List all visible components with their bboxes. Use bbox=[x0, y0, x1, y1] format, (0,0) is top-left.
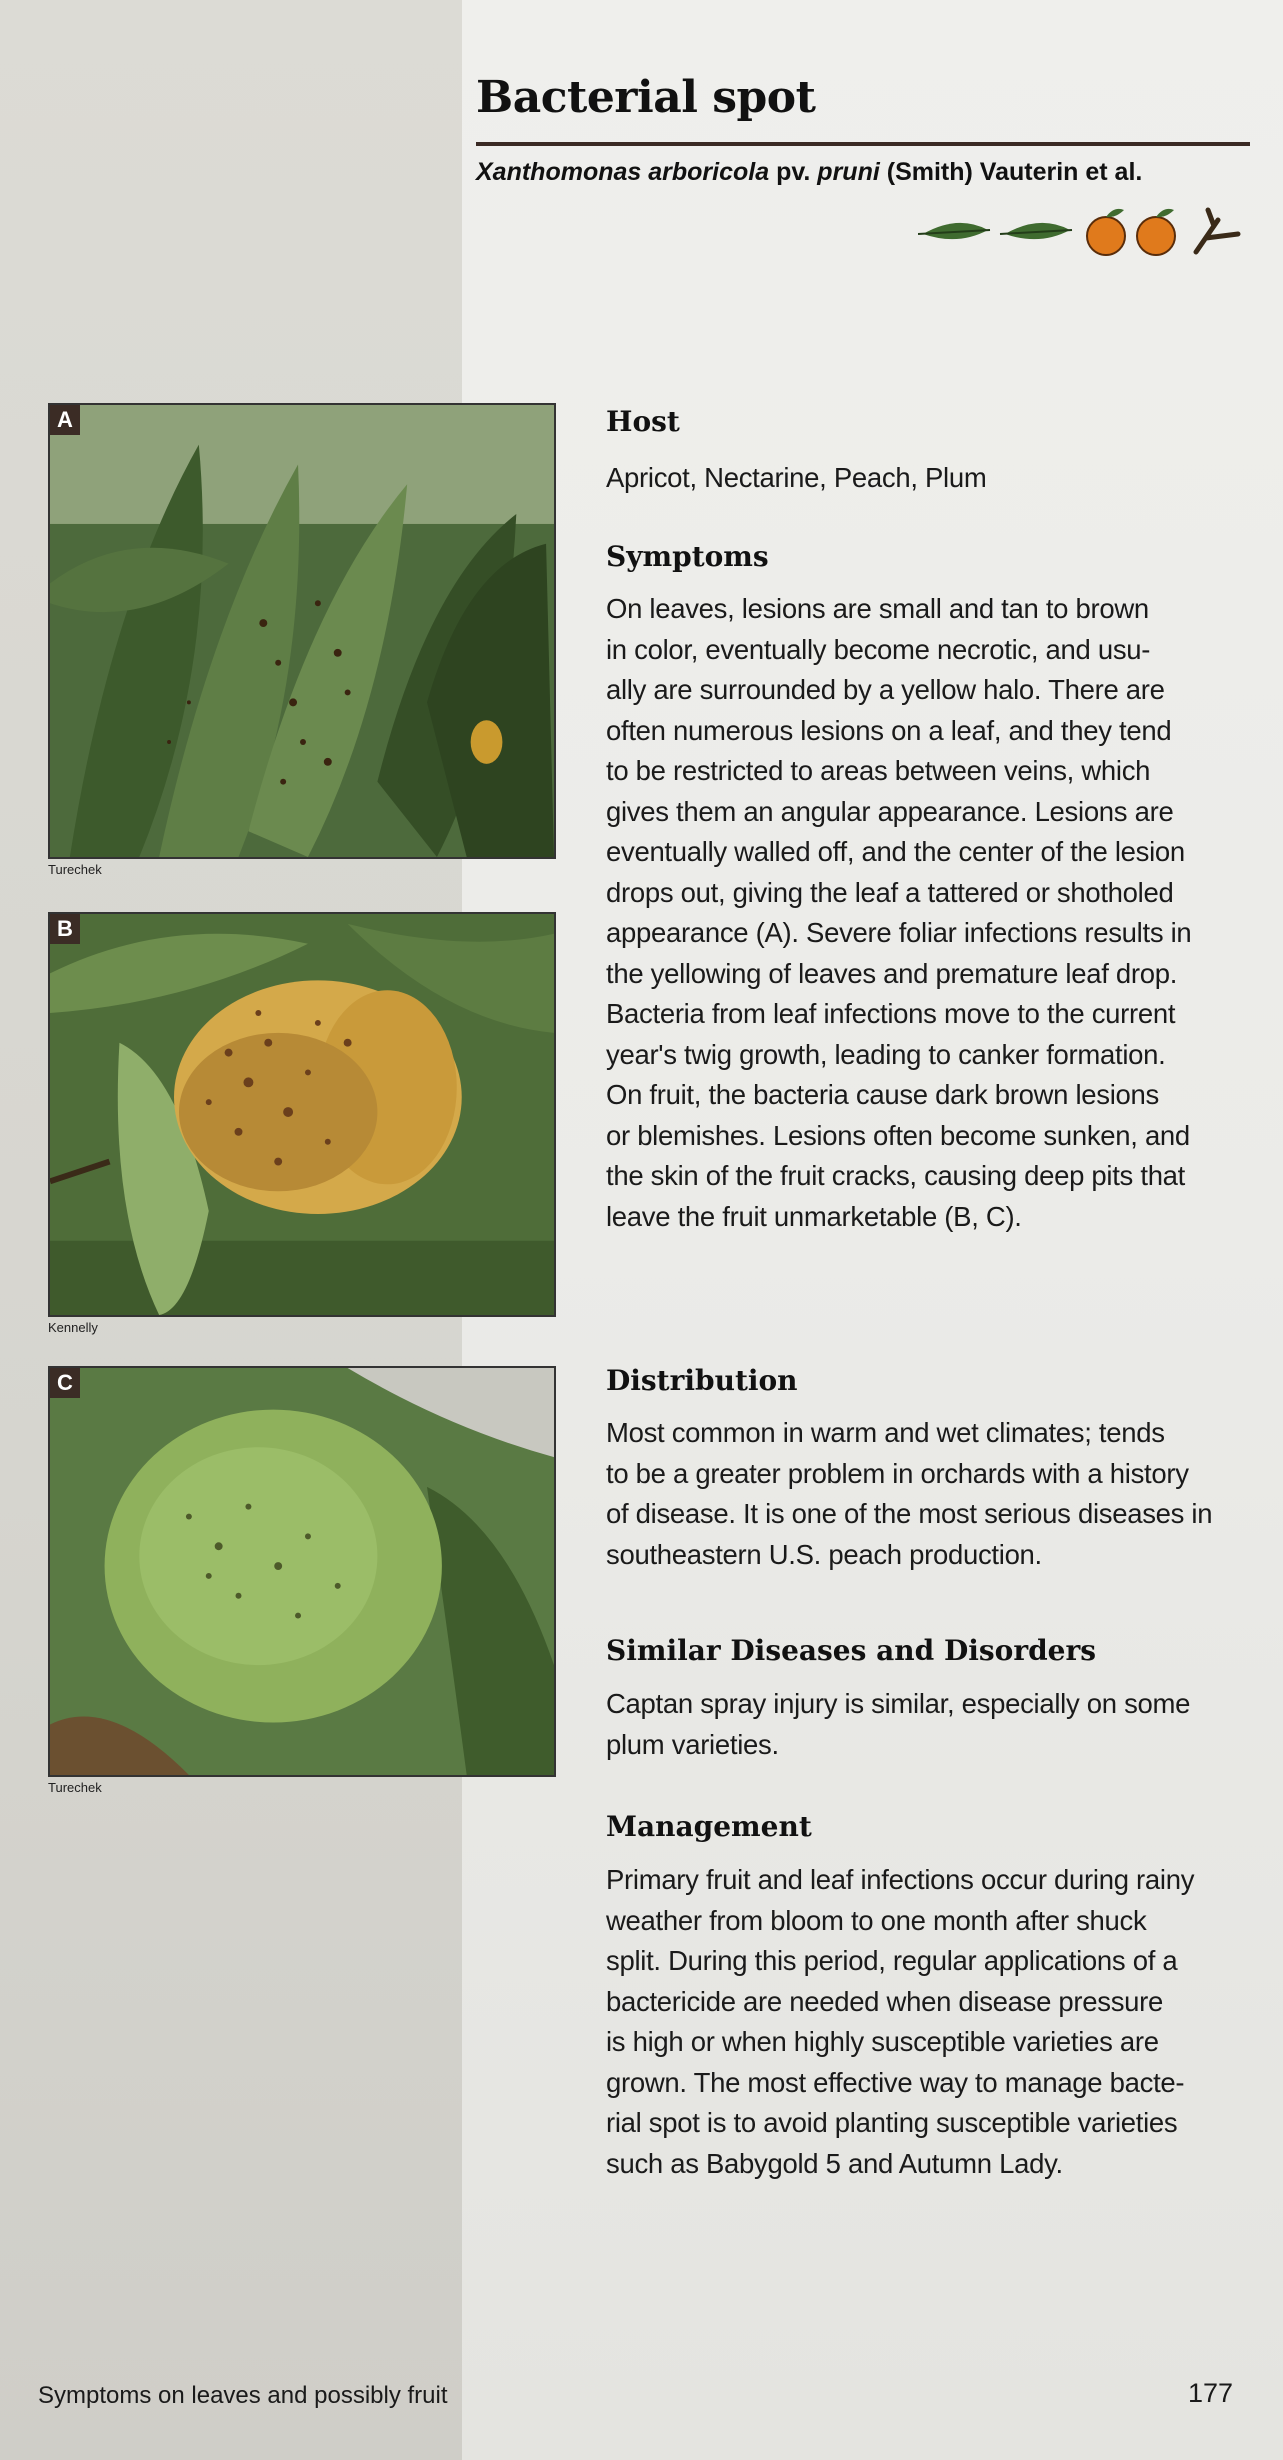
symptoms-line: Bacteria from leaf infections move to the current bbox=[606, 998, 1176, 1029]
symptoms-line: On leaves, lesions are small and tan to brown bbox=[606, 593, 1149, 624]
symptoms-line: drops out, giving the leaf a tattered or shotholed bbox=[606, 876, 1174, 908]
management-line: such as Babygold 5 and Autumn Lady. bbox=[606, 2147, 1063, 2179]
host-body bbox=[606, 458, 1256, 499]
symptoms-line: appearance (A). Severe foliar infections results in bbox=[606, 917, 1192, 948]
distribution-heading: Distribution bbox=[606, 1364, 798, 1397]
management-line: weather from bloom to one month after shuck bbox=[606, 1904, 1147, 1936]
management-line: rial spot is to avoid planting susceptible varieties bbox=[606, 2107, 1178, 2138]
symptoms-heading: Symptoms bbox=[606, 540, 769, 573]
symptoms-body bbox=[606, 589, 1256, 1237]
page-title: Bacterial spot bbox=[476, 72, 816, 123]
distribution-line: Most common in warm and wet climates; tends bbox=[606, 1417, 1165, 1448]
symptoms-line: in color, eventually become necrotic, and usu- bbox=[606, 633, 1151, 665]
fruit-icon bbox=[1087, 209, 1125, 255]
title-divider bbox=[476, 142, 1250, 146]
management-line: Primary fruit and leaf infections occur during rainy bbox=[606, 1864, 1195, 1895]
distribution-line: of disease. It is one of the most serious diseases in bbox=[606, 1498, 1213, 1529]
symptoms-line: ally are surrounded by a yellow halo. There are bbox=[606, 674, 1165, 705]
management-line: split. During this period, regular applications of a bbox=[606, 1945, 1178, 1976]
symptoms-line: often numerous lesions on a leaf, and they tend bbox=[606, 714, 1172, 746]
footer-section-label: Symptoms on leaves and possibly fruit bbox=[38, 2382, 448, 2409]
fruit-icon bbox=[1137, 209, 1175, 255]
symptoms-line: the skin of the fruit cracks, causing deep pits that bbox=[606, 1160, 1186, 1191]
symptoms-line: On fruit, the bacteria cause dark brown lesions bbox=[606, 1079, 1159, 1110]
host-part-icons bbox=[918, 200, 1258, 260]
photo-c-green-fruit bbox=[48, 1366, 556, 1777]
management-line: is high or when highly susceptible varieties are bbox=[606, 2026, 1159, 2057]
management-line: bactericide are needed when disease pressure bbox=[606, 1985, 1164, 2017]
photo-b-infected-fruit bbox=[48, 912, 556, 1317]
similar-line: Captan spray injury is similar, especially on some bbox=[606, 1688, 1191, 1719]
photo-c-label: C bbox=[50, 1368, 80, 1398]
management-heading: Management bbox=[606, 1810, 812, 1843]
authority: (Smith) Vauterin et al. bbox=[879, 158, 1143, 186]
photo-a-peach-leaves bbox=[48, 403, 556, 859]
photo-b-credit: Kennelly bbox=[48, 1320, 98, 1335]
page-number: 177 bbox=[1188, 2378, 1234, 2408]
symptoms-line: or blemishes. Lesions often become sunken, and bbox=[606, 1119, 1190, 1151]
symptoms-line: gives them an angular appearance. Lesions are bbox=[606, 795, 1174, 827]
symptoms-line: the yellowing of leaves and premature leaf drop. bbox=[606, 957, 1178, 989]
host-heading: Host bbox=[606, 405, 680, 438]
management-body bbox=[606, 1860, 1256, 2184]
similar-line: plum varieties. bbox=[606, 1728, 779, 1760]
genus-species: Xanthomonas arboricola bbox=[476, 158, 770, 186]
photo-b-label: B bbox=[50, 914, 80, 944]
management-line: grown. The most effective way to manage bacte- bbox=[606, 2066, 1185, 2098]
distribution-line: southeastern U.S. peach production. bbox=[606, 1538, 1042, 1570]
leaf-icon bbox=[1000, 223, 1072, 239]
distribution-body bbox=[606, 1413, 1256, 1575]
photo-a-credit: Turechek bbox=[48, 862, 102, 877]
host-line: Apricot, Nectarine, Peach, Plum bbox=[606, 462, 987, 493]
symptoms-line: year's twig growth, leading to canker formation. bbox=[606, 1038, 1166, 1070]
twig-icon bbox=[1196, 210, 1238, 252]
scientific-name bbox=[476, 158, 1142, 187]
photo-c-credit: Turechek bbox=[48, 1780, 102, 1795]
photo-a-label: A bbox=[50, 405, 80, 435]
similar-body bbox=[606, 1684, 1256, 1765]
leaf-icon bbox=[918, 223, 990, 239]
similar-heading: Similar Diseases and Disorders bbox=[606, 1634, 1096, 1667]
symptoms-line: eventually walled off, and the center of the lesion bbox=[606, 836, 1185, 867]
pathovar-prefix: pv. bbox=[769, 158, 818, 186]
distribution-line: to be a greater problem in orchards with a history bbox=[606, 1457, 1189, 1489]
symptoms-line: to be restricted to areas between veins, which bbox=[606, 755, 1151, 786]
symptoms-line: leave the fruit unmarketable (B, C). bbox=[606, 1200, 1022, 1232]
pathovar-name: pruni bbox=[817, 158, 880, 186]
